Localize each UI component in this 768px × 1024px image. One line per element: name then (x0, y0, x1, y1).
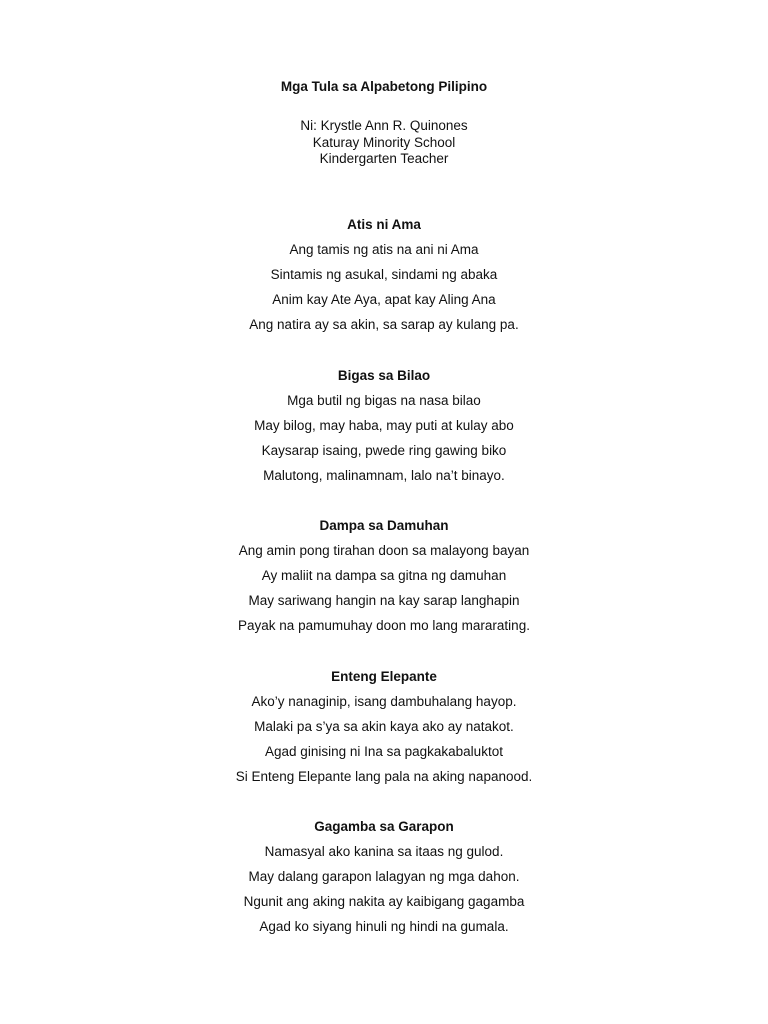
poem-line: Kaysarap isaing, pwede ring gawing biko (261, 443, 507, 458)
poem-line: Namasyal ako kanina sa itaas ng gulod. (264, 844, 504, 859)
poem-gagamba-sa-garapon (0, 818, 768, 943)
poem-line: Si Enteng Elepante lang pala na aking napanood. (235, 769, 533, 784)
poem-line: Malutong, malinamnam, lalo na’t binayo. (263, 468, 505, 483)
poem-line: Ang tamis ng atis na ani ni Ama (289, 242, 479, 257)
poem-title: Bigas sa Bilao (337, 368, 431, 383)
poem-line: Ngunit ang aking nakita ay kaibigang gagamba (243, 894, 525, 909)
poem-bigas-sa-bilao (0, 367, 768, 492)
poem-line: May sariwang hangin na kay sarap langhapin (248, 593, 520, 608)
poem-line: Ang natira ay sa akin, sa sarap ay kulang pa. (249, 317, 519, 332)
poem-line: May bilog, may haba, may puti at kulay abo (254, 418, 514, 433)
poem-line: Sintamis ng asukal, sindami ng abaka (270, 267, 498, 282)
poem-title: Enteng Elepante (331, 669, 437, 684)
poem-dampa-sa-damuhan (0, 517, 768, 642)
document-title: Mga Tula sa Alpabetong Pilipino (280, 79, 488, 94)
poem-atis-ni-ama (0, 216, 768, 341)
author-block (0, 118, 768, 168)
poem-line: Payak na pamumuhay doon mo lang mararating. (238, 618, 530, 633)
author-school: Katuray Minority School (312, 134, 456, 150)
author-position: Kindergarten Teacher (319, 151, 449, 166)
poem-line: Ako’y nanaginip, isang dambuhalang hayop. (251, 694, 517, 709)
poem-line: Agad ko siyang hinuli ng hindi na gumala. (259, 919, 509, 934)
poem-line: Agad ginising ni Ina sa pagkakabaluktot (265, 744, 503, 759)
poem-title: Dampa sa Damuhan (319, 518, 449, 533)
poem-line: Anim kay Ate Aya, apat kay Aling Ana (272, 292, 496, 307)
poem-title: Gagamba sa Garapon (314, 819, 454, 834)
poem-line: Ay maliit na dampa sa gitna ng damuhan (261, 568, 507, 583)
poem-line: May dalang garapon lalagyan ng mga dahon. (248, 869, 520, 884)
poem-enteng-elepante (0, 668, 768, 793)
author-name: Ni: Krystle Ann R. Quinones (300, 118, 468, 133)
poem-line: Mga butil ng bigas na nasa bilao (287, 393, 481, 408)
poem-title: Atis ni Ama (347, 217, 421, 232)
poem-line: Ang amin pong tirahan doon sa malayong bayan (238, 543, 530, 558)
poem-line: Malaki pa s’ya sa akin kaya ako ay natakot. (254, 719, 514, 734)
